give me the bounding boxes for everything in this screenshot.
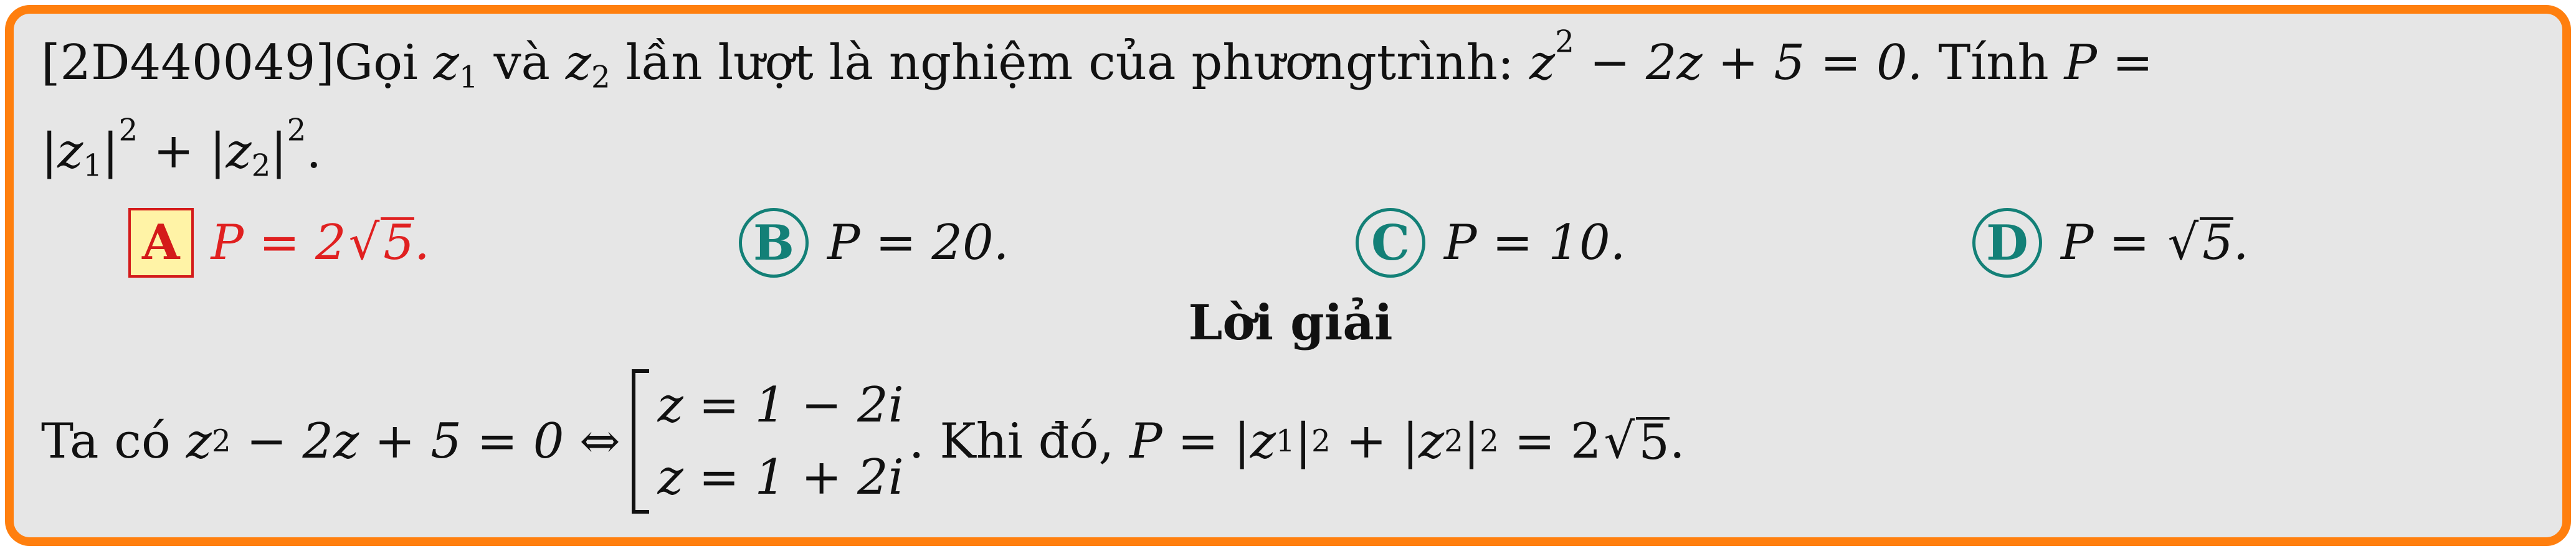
question-line-2: $|z_1|^2 + |z_2|^2$. <box>41 113 322 184</box>
choice-b[interactable] <box>739 202 1009 283</box>
solution-heading: Lời giải <box>1188 294 1393 352</box>
choice-c-label: C <box>1356 208 1425 278</box>
choice-c-text: P = 10. <box>1444 215 1626 271</box>
choice-a[interactable] <box>128 202 430 283</box>
system-bracket <box>632 369 649 514</box>
choice-d-label: D <box>1972 208 2042 278</box>
root-1: z = 1 − 2i <box>657 377 904 434</box>
choice-c[interactable] <box>1356 202 1625 283</box>
choice-a-text: P = 2√5. <box>211 215 430 271</box>
choice-a-label: A <box>128 208 194 278</box>
solution-system <box>632 369 904 514</box>
question-line-1: [2D440049]Gọi $z_1$ và $z_2$ lần lượt là nghiệm của phươngtrình: $z^2 - 2z + 5 = 0$. Tính P = <box>41 24 2154 95</box>
question-card <box>5 5 2571 546</box>
answer-choices <box>41 202 2540 283</box>
choice-d[interactable] <box>1972 202 2249 283</box>
choice-b-label: B <box>739 208 809 278</box>
solution-line: Ta có z 2 − 2z + 5 = 0 ⇔ z = 1 − 2i z = 1 + 2i . Khi đó, P = | z 1 | 2 + | z 2 | 2 = 2 √ 5 . <box>41 360 2540 522</box>
root-2: z = 1 + 2i <box>657 450 904 506</box>
choice-d-text: P = √5. <box>2061 215 2249 271</box>
question-content <box>41 26 2540 522</box>
choice-b-text: P = 20. <box>827 215 1009 271</box>
question-id: [2D440049] <box>41 35 335 91</box>
